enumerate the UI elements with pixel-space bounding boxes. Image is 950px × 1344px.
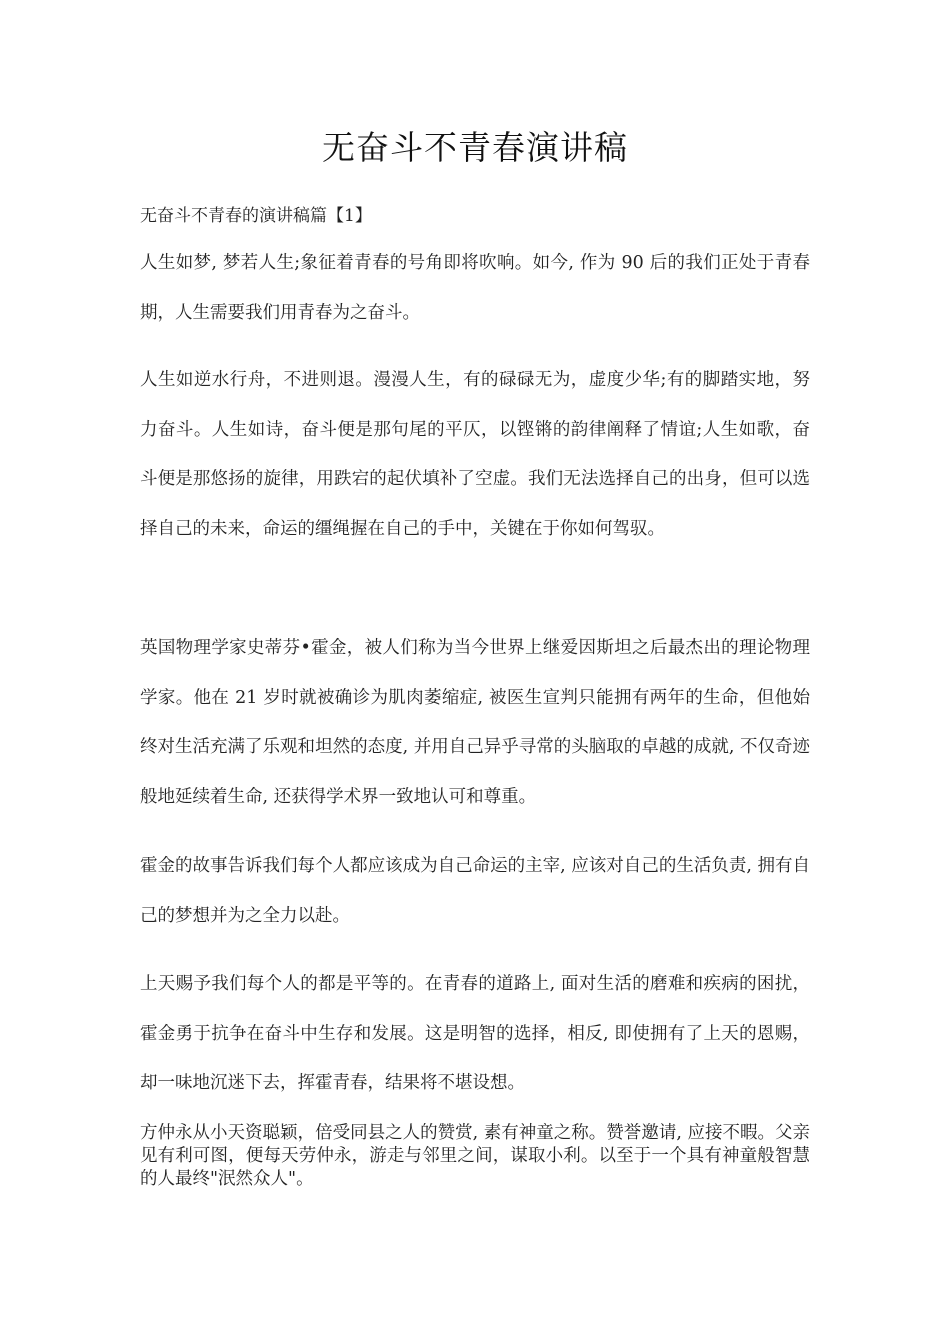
paragraph-3: 英国物理学家史蒂芬•霍金，被人们称为当今世界上继爱因斯坦之后最杰出的理论物理学家。他在 21 岁时就被确诊为肌肉萎缩症, 被医生宣判只能拥有两年的生命，但他始终对生活充满了乐观和坦然的态度, 并用自己异乎寻常的头脑取的卓越的成就, 不仅奇迹般地延续着生命, 还获得学术界一致地认可和尊重。 bbox=[140, 638, 810, 807]
paragraph-4: 霍金的故事告诉我们每个人都应该成为自己命运的主宰, 应该对自己的生活负责, 拥有自己的梦想并为之全力以赴。 bbox=[140, 856, 810, 926]
paragraph-5: 上天赐予我们每个人的都是平等的。在青春的道路上, 面对生活的磨难和疾病的困扰，霍金勇于抗争在奋斗中生存和发展。这是明智的选择，相反, 即使拥有了上天的恩赐，却一味地沉迷下去，挥霍青春，结果将不堪设想。 bbox=[140, 974, 810, 1093]
document-title: 无奋斗不青春演讲稿 bbox=[322, 128, 628, 167]
paragraph-2: 人生如逆水行舟，不进则退。漫漫人生，有的碌碌无为，虚度少华;有的脚踏实地，努力奋斗。人生如诗，奋斗便是那句尾的平仄，以铿锵的韵律阐释了情谊;人生如歌，奋斗便是那悠扬的旋律，用跌宕的起伏填补了空虚。我们无法选择自己的出身，但可以选择自己的未来，命运的缰绳握在自己的手中，关键在于你如何驾驭。 bbox=[140, 370, 810, 539]
paragraph-6: 方仲永从小天资聪颖，倍受同县之人的赞赏, 素有神童之称。赞誉邀请, 应接不暇。父亲见有利可图，便每天劳仲永，游走与邻里之间，谋取小利。以至于一个具有神童般智慧的人最终"泯然众人"。 bbox=[140, 1123, 810, 1189]
paragraph-1: 人生如梦, 梦若人生;象征着青春的号角即将吹响。如今, 作为 90 后的我们正处于青春期，人生需要我们用青春为之奋斗。 bbox=[140, 253, 810, 323]
section-heading: 无奋斗不青春的演讲稿篇【1】 bbox=[140, 206, 372, 226]
